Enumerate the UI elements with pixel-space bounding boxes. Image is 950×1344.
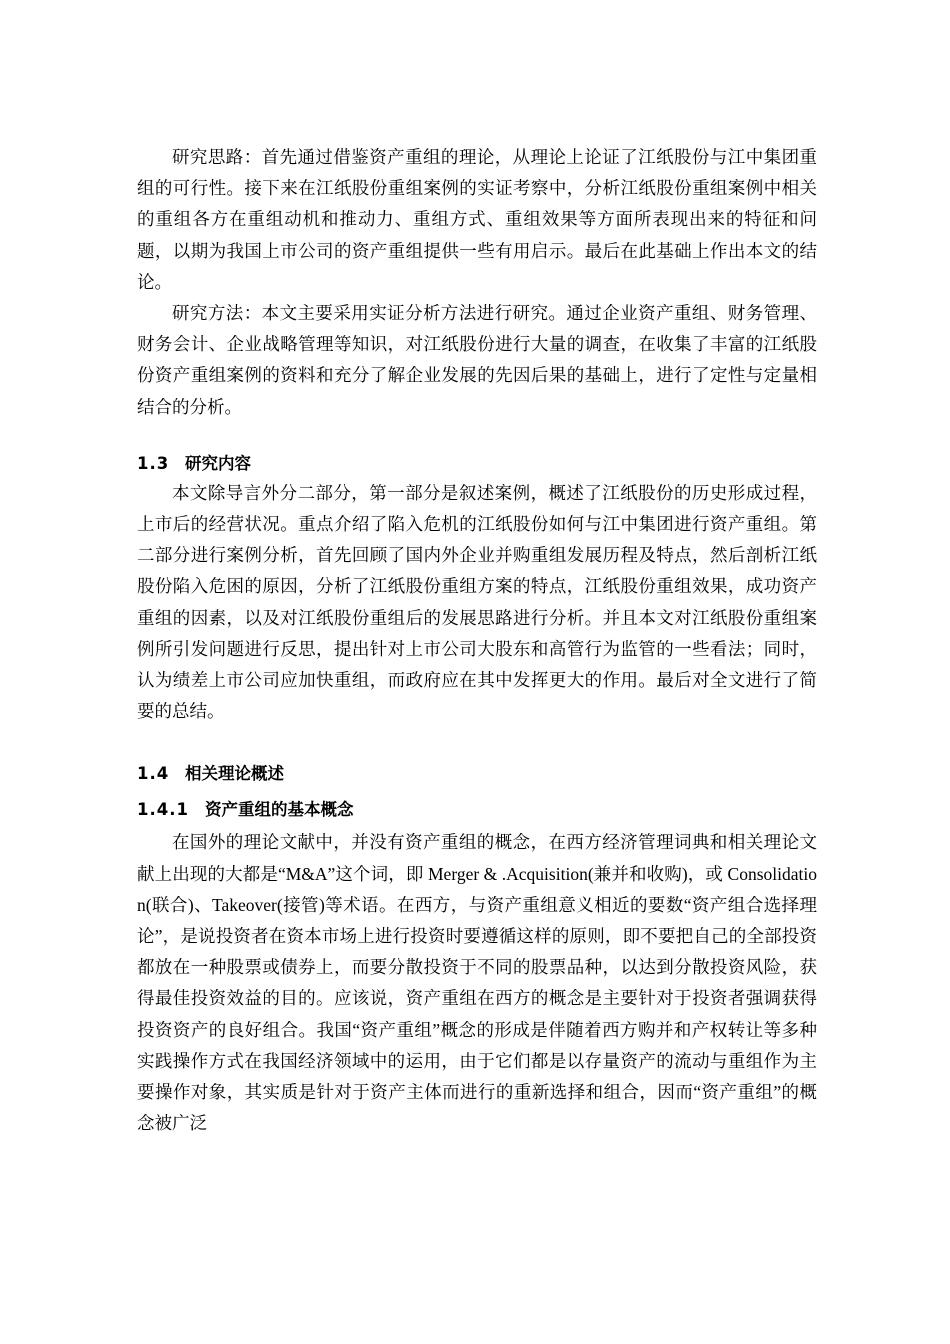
- paragraph-research-content: 本文除导言外分二部分，第一部分是叙述案例，概述了江纸股份的历史形成过程，上市后的经营状况。重点介绍了陷入危机的江纸股份如何与江中集团进行资产重组。第二部分进行案例分析，首先回顾了国内外企业并购重组发展历程及特点，然后剖析江纸股份陷入危困的原因，分析了江纸股份重组方案的特点，江纸股份重组效果，成功资产重组的因素，以及对江纸股份重组后的发展思路进行分析。并且本文对江纸股份重组案例所引发问题进行反思，提出针对上市公司大股东和高管行为监管的一些看法；同时，认为绩差上市公司应加快重组，而政府应在其中发挥更大的作用。最后对全文进行了简要的总结。: [137, 483, 817, 723]
- paragraph-research-approach: 研究思路：首先通过借鉴资产重组的理论，从理论上论证了江纸股份与江中集团重组的可行性。接下来在江纸股份重组案例的实证考察中，分析江纸股份重组案例中相关的重组各方在重组动机和推动力、重组方式、重组效果等方面所表现出来的特征和问题，以期为我国上市公司的资产重组提供一些有用启示。最后在此基础上作出本文的结论。: [137, 148, 817, 293]
- section-title: 相关理论概述: [185, 764, 284, 784]
- section-heading-1-3: [137, 452, 817, 476]
- section-title: 研究内容: [185, 453, 251, 473]
- document-body: [137, 143, 817, 1139]
- paragraph-research-method: 研究方法：本文主要采用实证分析方法进行研究。通过企业资产重组、财务管理、财务会计、企业战略管理等知识，对江纸股份进行大量的调查，在收集了丰富的江纸股份资产重组案例的资料和充分了解企业发展的先因后果的基础上，进行了定性与定量相结合的分析。: [137, 304, 817, 418]
- section-heading-1-4: [137, 762, 817, 786]
- paragraph-asset-restructuring-concept: 在国外的理论文献中，并没有资产重组的概念，在西方经济管理词典和相关理论文献上出现的大都是“M&A”这个词，即 Merger & .Acquisition(兼并和收购)，或 Consolidation(联合)、Takeover(接管)等术语。在西方，与资产重组意义相近的要数“资产组合选择理论”，是说投资者在资本市场上进行投资时要遵循这样的原则，即不要把自己的全部投资都放在一种股票或债券上，而要分散投资于不同的股票品种，以达到分散投资风险，获得最佳投资效益的目的。应该说，资产重组在西方的概念是主要针对于投资者强调获得投资资产的良好组合。我国“资产重组”概念的形成是伴随着西方购并和产权转让等多种实践操作方式在我国经济领域中的运用，由于它们都是以存量资产的流动与重组作为主要操作对象，其实质是针对于资产主体而进行的重新选择和组合，因而“资产重组”的概念被广泛: [137, 832, 817, 1134]
- section-number: 1.4: [137, 764, 170, 784]
- subsection-title: 资产重组的基本概念: [205, 800, 354, 820]
- subsection-number: 1.4.1: [137, 800, 189, 820]
- subsection-heading-1-4-1: [137, 798, 817, 822]
- section-number: 1.3: [137, 453, 170, 473]
